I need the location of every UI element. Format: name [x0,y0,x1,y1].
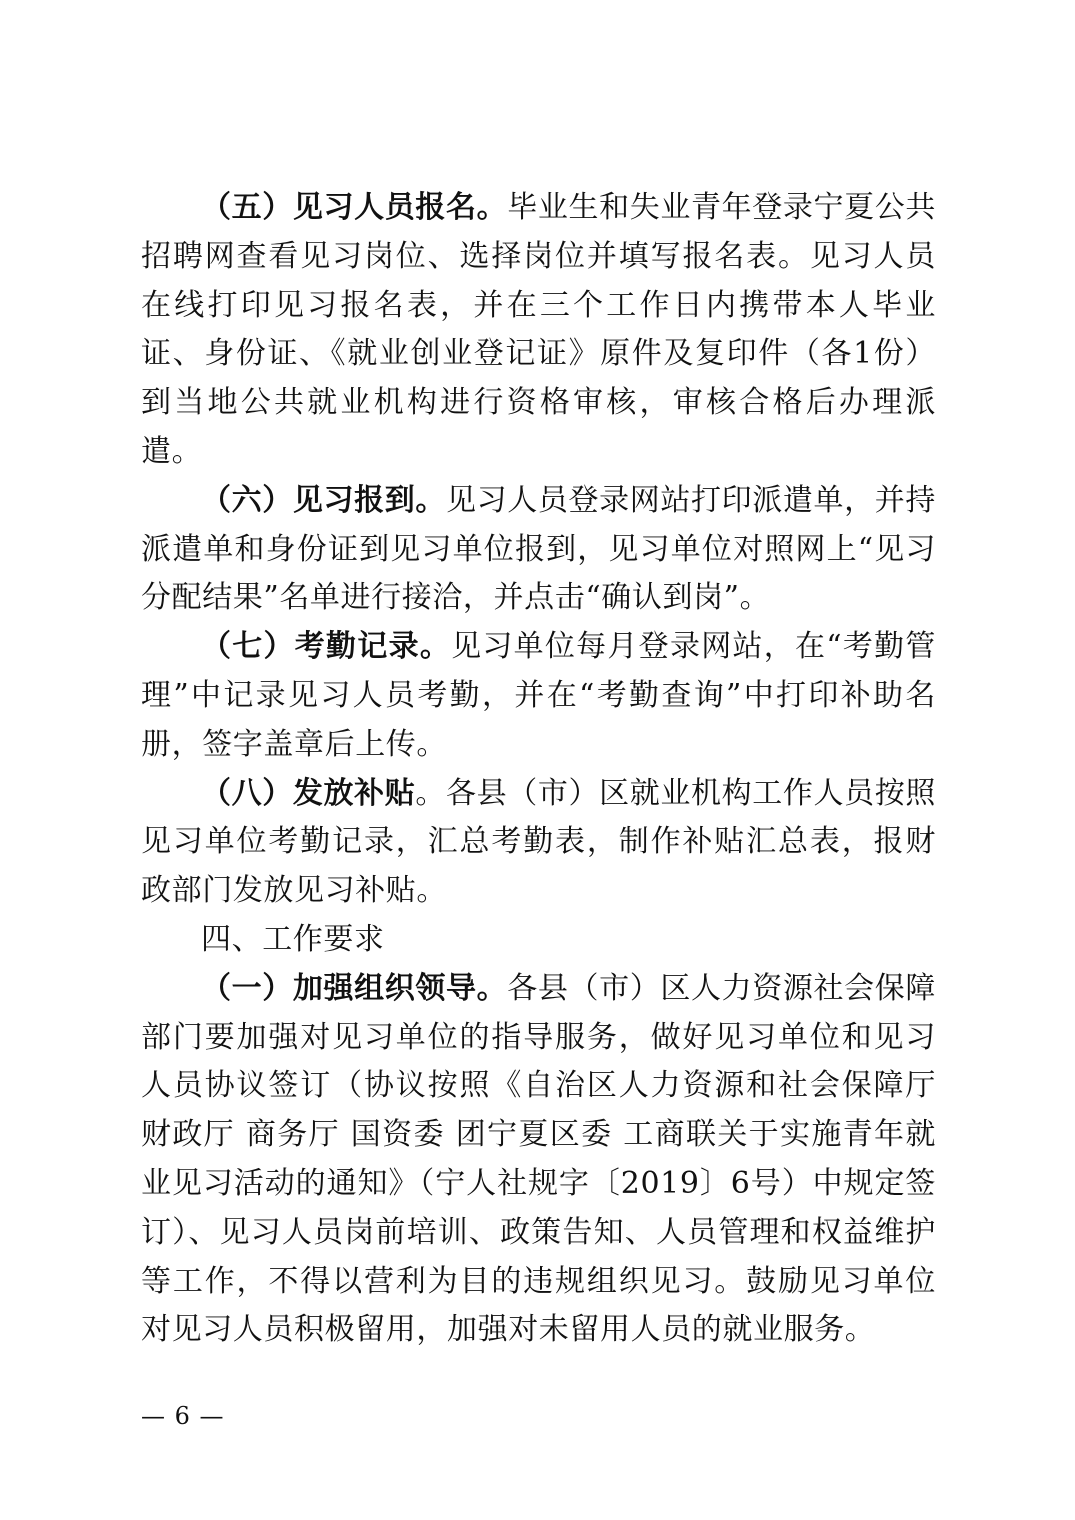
paragraph-lead: （八）发放补贴 [201,775,416,811]
section-heading: 四、工作要求 [201,921,385,957]
paragraph-lead: （六）见习报到。 [201,482,447,518]
page-number: — 6 — [141,1402,225,1430]
paragraph-text: 各县（市）区人力资源社会保障部门要加强对见习单位的指导服务，做好见习单位和见习人员协议签订（协议按照《自治区人力资源和社会保障厅 财政厅 商务厅 国资委 团宁夏区委 工商联关于实施青年就业见习活动的通知》（宁人社规字〔2019〕6号）中规定签订）、见习人员岗前培训、政策告知、人员管理和权益维护等工作，不得以营利为目的违规组织见习。鼓励见习单位对见习人员积极留用，加强对未留用人员的就业服务。 [141,970,937,1348]
paragraph-text: 见习单位每月登录网站，在“考勤管理”中记录见习人员考勤，并在“考勤查询”中打印补助名册，签字盖章后上传。 [141,629,936,762]
paragraph-text: 。各县（市）区就业机构工作人员按照见习单位考勤记录，汇总考勤表，制作补贴汇总表，报财政部门发放见习补贴。 [141,775,937,909]
paragraph-text: 毕业生和失业青年登录宁夏公共招聘网查看见习岗位、选择岗位并填写报名表。见习人员在线打印见习报名表，并在三个工作日内携带本人毕业证、身份证、《就业创业登记证》原件及复印件（各1份）到当地公共就业机构进行资格审核，审核合格后办理派遣。 [141,190,937,469]
paragraph-subsidy [141,770,936,916]
paragraph-report [141,477,936,623]
paragraph-lead: （七）考勤记录。 [201,629,452,665]
paragraph-attendance [141,623,936,769]
paragraph-organization [141,965,936,1355]
paragraph-text: 见习人员登录网站打印派遣单，并持派遣单和身份证到见习单位报到，见习单位对照网上“见习分配结果”名单进行接洽，并点击“确认到岗”。 [141,482,936,616]
paragraph-lead: （五）见习人员报名。 [201,190,508,225]
paragraph-registration [141,184,936,477]
document-body [141,184,936,1355]
paragraph-lead: （一）加强组织领导。 [201,970,508,1006]
